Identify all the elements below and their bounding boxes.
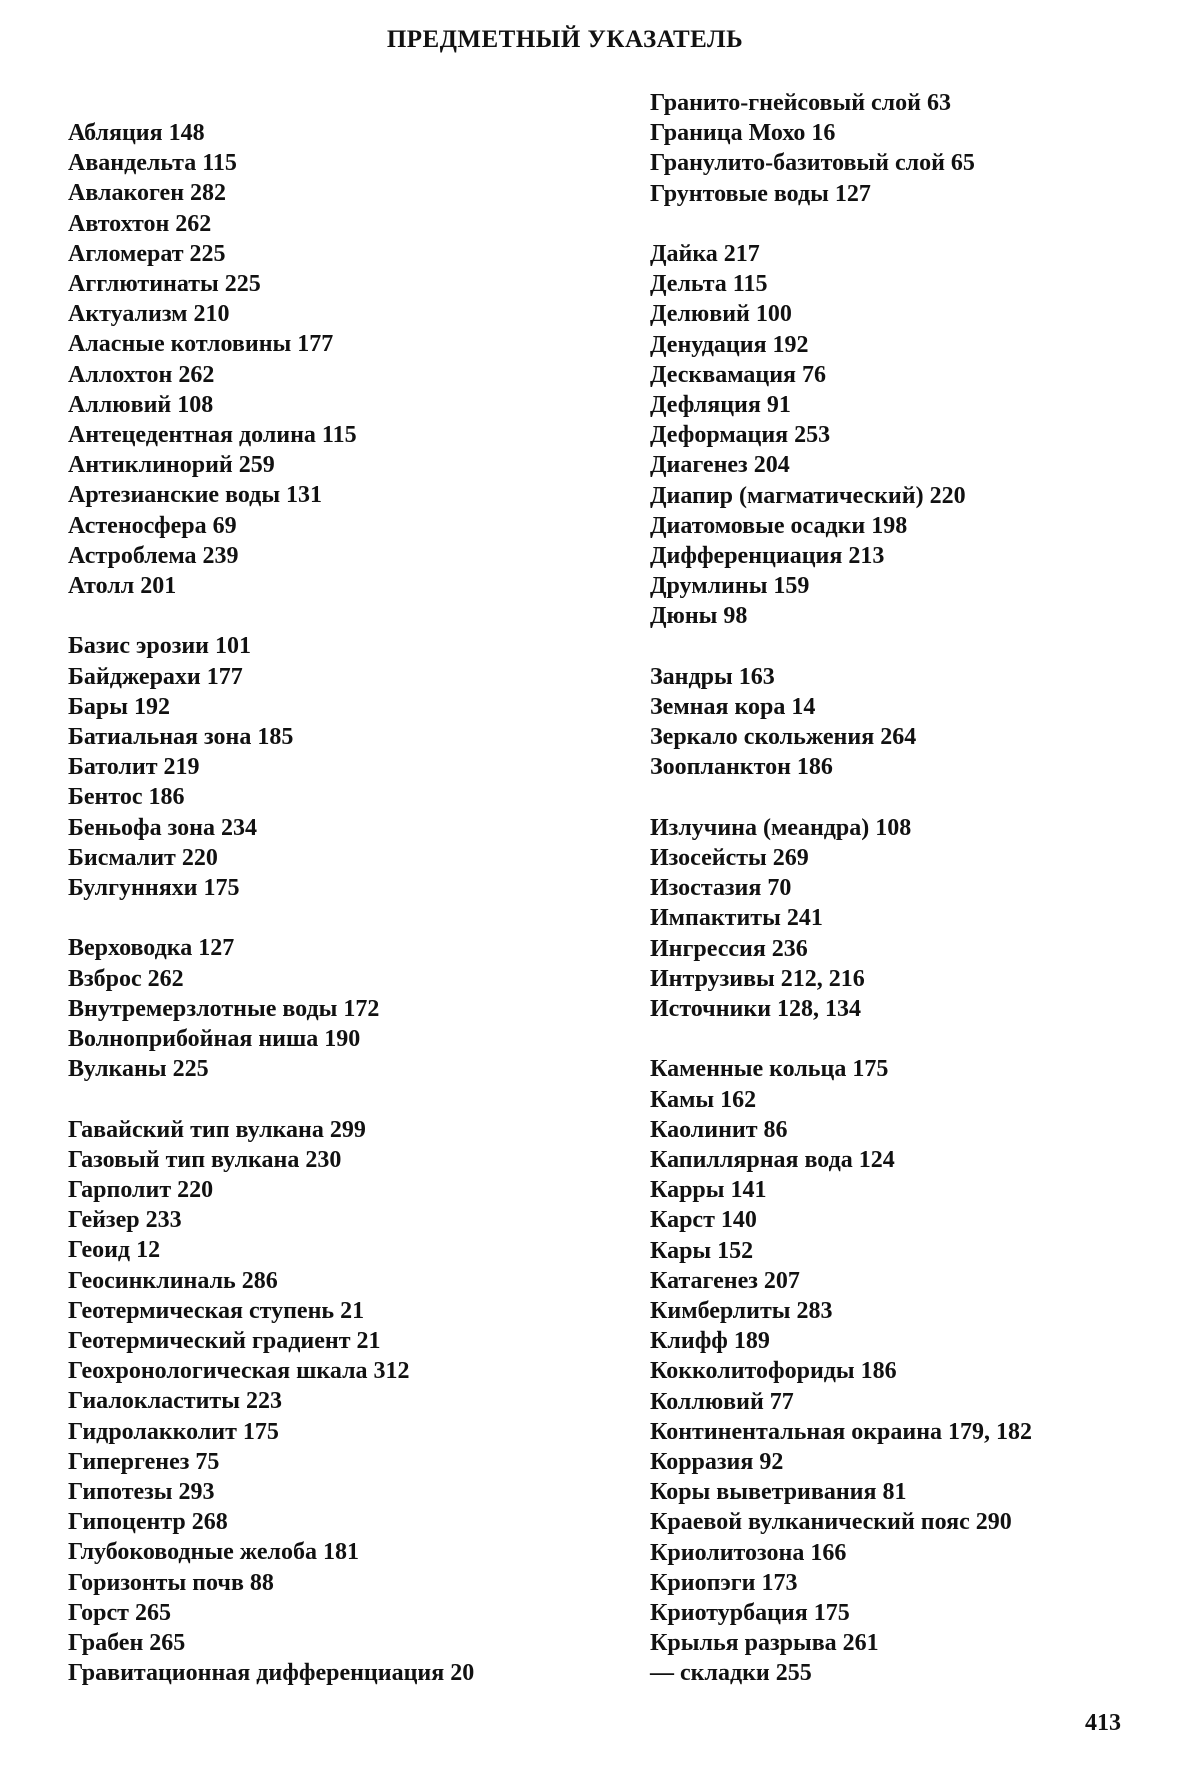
index-entry: Беньофа зона 234 <box>68 814 257 841</box>
index-entry: Криолитозона 166 <box>650 1539 847 1566</box>
index-entry: Аллохтон 262 <box>68 361 215 388</box>
index-entry: Дельта 115 <box>650 271 768 298</box>
index-entry: Горст 265 <box>68 1599 171 1626</box>
index-entry: Артезианские воды 131 <box>68 482 323 509</box>
index-entry: Байджерахи 177 <box>68 663 243 690</box>
index-entry: Гранулито-базитовый слой 65 <box>650 150 975 177</box>
index-entry: Антецедентная долина 115 <box>68 422 357 448</box>
index-entry: Аласные котловины 177 <box>68 331 334 358</box>
index-entry: Абляция 148 <box>68 120 205 146</box>
index-entry: Каолинит 86 <box>650 1116 788 1143</box>
index-entry: Зоопланктон 186 <box>650 754 833 781</box>
index-entry: Диатомовые осадки 198 <box>650 512 908 539</box>
index-entry: Карры 141 <box>650 1177 767 1204</box>
page-number: 413 <box>1085 1710 1121 1736</box>
index-entry: Друмлины 159 <box>650 573 810 600</box>
index-entry: Грунтовые воды 127 <box>650 180 871 207</box>
index-entry: Зандры 163 <box>650 663 775 690</box>
index-entry: Газовый тип вулкана 230 <box>68 1146 342 1173</box>
index-entry: Денудация 192 <box>650 331 809 358</box>
index-entry: Горизонты почв 88 <box>68 1569 274 1596</box>
index-entry: Капиллярная вода 124 <box>650 1147 895 1173</box>
index-entry: Краевой вулканический пояс 290 <box>650 1509 1012 1536</box>
index-entry: Кимберлиты 283 <box>650 1298 833 1324</box>
index-entry: Верховодка 127 <box>68 935 235 962</box>
index-entry: Крылья разрыва 261 <box>650 1630 879 1657</box>
index-entry: Катагенез 207 <box>650 1267 800 1294</box>
page-title: ПРЕДМЕТНЫЙ УКАЗАТЕЛЬ <box>386 26 744 53</box>
index-entry: Глубоководные желоба 181 <box>68 1539 359 1566</box>
index-entry: Вулканы 225 <box>68 1056 209 1083</box>
index-entry: — складки 255 <box>650 1660 812 1687</box>
index-entry: Земная кора 14 <box>650 694 816 720</box>
index-entry: Авлакоген 282 <box>68 180 227 207</box>
index-entry: Гипергенез 75 <box>68 1448 220 1475</box>
index-entry: Авандельта 115 <box>68 150 237 177</box>
index-entry: Дюны 98 <box>650 603 748 630</box>
index-entry: Антиклинорий 259 <box>68 452 275 479</box>
index-entry: Изостазия 70 <box>650 875 792 902</box>
index-entry: Гейзер 233 <box>68 1207 182 1234</box>
index-entry: Базис эрозии 101 <box>68 633 252 660</box>
index-entry: Деформация 253 <box>650 422 831 449</box>
index-entry: Дефляция 91 <box>650 392 791 418</box>
index-entry: Булгунняхи 175 <box>68 875 240 901</box>
index-entry: Внутремерзлотные воды 172 <box>68 995 380 1022</box>
index-entry: Изосейсты 269 <box>650 845 809 871</box>
index-entry: Астроблема 239 <box>68 542 239 569</box>
index-entry: Гипотезы 293 <box>68 1479 215 1505</box>
index-entry: Коллювий 77 <box>650 1388 794 1415</box>
index-entry: Клифф 189 <box>650 1328 770 1355</box>
index-entry: Криопэги 173 <box>650 1569 798 1596</box>
index-entry: Кары 152 <box>650 1237 754 1264</box>
index-entry: Граница Мохо 16 <box>650 120 836 147</box>
index-entry: Батиальная зона 185 <box>68 724 294 750</box>
index-entry: Геохронологическая шкала 312 <box>68 1358 410 1385</box>
index-entry: Гравитационная дифференциация 20 <box>68 1660 475 1687</box>
index-entry: Коры выветривания 81 <box>650 1479 907 1506</box>
index-entry: Каменные кольца 175 <box>650 1056 889 1083</box>
index-entry: Десквамация 76 <box>650 361 827 388</box>
index-entry: Бентос 186 <box>68 784 185 811</box>
index-entry: Бисмалит 220 <box>68 844 218 871</box>
index-entry: Гипоцентр 268 <box>68 1509 228 1536</box>
index-entry: Грабен 265 <box>68 1630 186 1656</box>
index-entry: Бары 192 <box>68 693 170 720</box>
index-entry: Волноприбойная ниша 190 <box>68 1026 361 1052</box>
index-entry: Карст 140 <box>650 1207 757 1234</box>
index-entry: Корразия 92 <box>650 1449 784 1475</box>
index-entry: Излучина (меандра) 108 <box>650 814 912 841</box>
index-entry: Астеносфера 69 <box>68 512 237 539</box>
index-entry: Дифференциация 213 <box>650 543 885 569</box>
index-entry: Континентальная окраина 179, 182 <box>650 1418 1033 1445</box>
index-entry: Аллювий 108 <box>68 391 214 418</box>
index-entry: Камы 162 <box>650 1086 757 1113</box>
index-entry: Гиалокластиты 223 <box>68 1388 282 1415</box>
index-entry: Гарполит 220 <box>68 1177 214 1203</box>
index-entry: Геосинклиналь 286 <box>68 1267 278 1294</box>
index-entry: Геоид 12 <box>68 1237 161 1264</box>
index-entry: Взброс 262 <box>68 965 184 992</box>
index-entry: Интрузивы 212, 216 <box>650 965 865 992</box>
index-entry: Геотермический градиент 21 <box>68 1328 381 1354</box>
index-entry: Атолл 201 <box>68 573 177 599</box>
index-entry: Ингрессия 236 <box>650 935 808 962</box>
index-entry: Гавайский тип вулкана 299 <box>68 1116 366 1143</box>
index-entry: Зеркало скольжения 264 <box>650 724 917 751</box>
index-entry: Агломерат 225 <box>68 240 226 267</box>
index-entry: Кокколитофориды 186 <box>650 1358 897 1385</box>
index-entry: Дайка 217 <box>650 241 760 267</box>
index-entry: Диагенез 204 <box>650 452 790 479</box>
index-entry: Импактиты 241 <box>650 905 823 932</box>
index-entry: Источники 128, 134 <box>650 996 862 1022</box>
index-entry: Батолит 219 <box>68 754 200 781</box>
index-entry: Гидролакколит 175 <box>68 1418 279 1445</box>
index-entry: Диапир (магматический) 220 <box>650 482 966 509</box>
index-entry: Агглютинаты 225 <box>68 271 261 297</box>
index-entry: Делювий 100 <box>650 301 792 328</box>
index-entry: Актуализм 210 <box>68 301 230 328</box>
index-entry: Гранито-гнейсовый слой 63 <box>650 90 951 116</box>
index-entry: Геотермическая ступень 21 <box>68 1297 365 1324</box>
index-entry: Автохтон 262 <box>68 210 212 237</box>
index-entry: Криотурбация 175 <box>650 1600 850 1626</box>
